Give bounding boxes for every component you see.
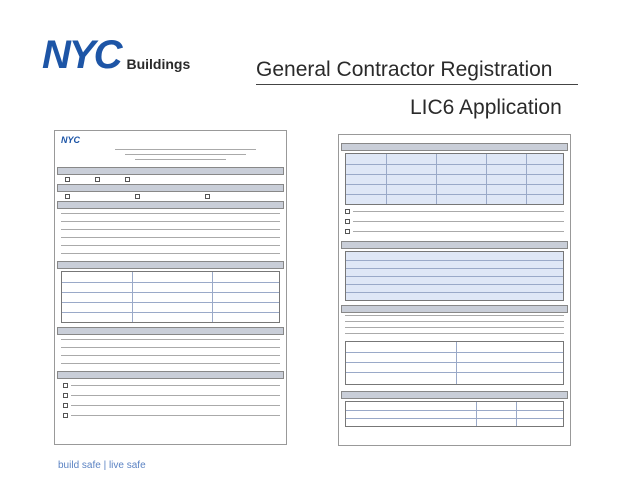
slide-title: General Contractor Registration <box>256 58 553 81</box>
nyc-buildings-logo <box>42 35 190 75</box>
logo-nyc: NYC <box>42 33 121 77</box>
slide-subtitle: LIC6 Application <box>410 96 562 119</box>
title-divider <box>256 84 578 85</box>
form-page-1-image: NYC <box>54 130 287 445</box>
form-page-2-image <box>338 134 571 446</box>
logo-buildings: Buildings <box>126 56 191 72</box>
footer-tagline: build safe | live safe <box>58 460 146 471</box>
